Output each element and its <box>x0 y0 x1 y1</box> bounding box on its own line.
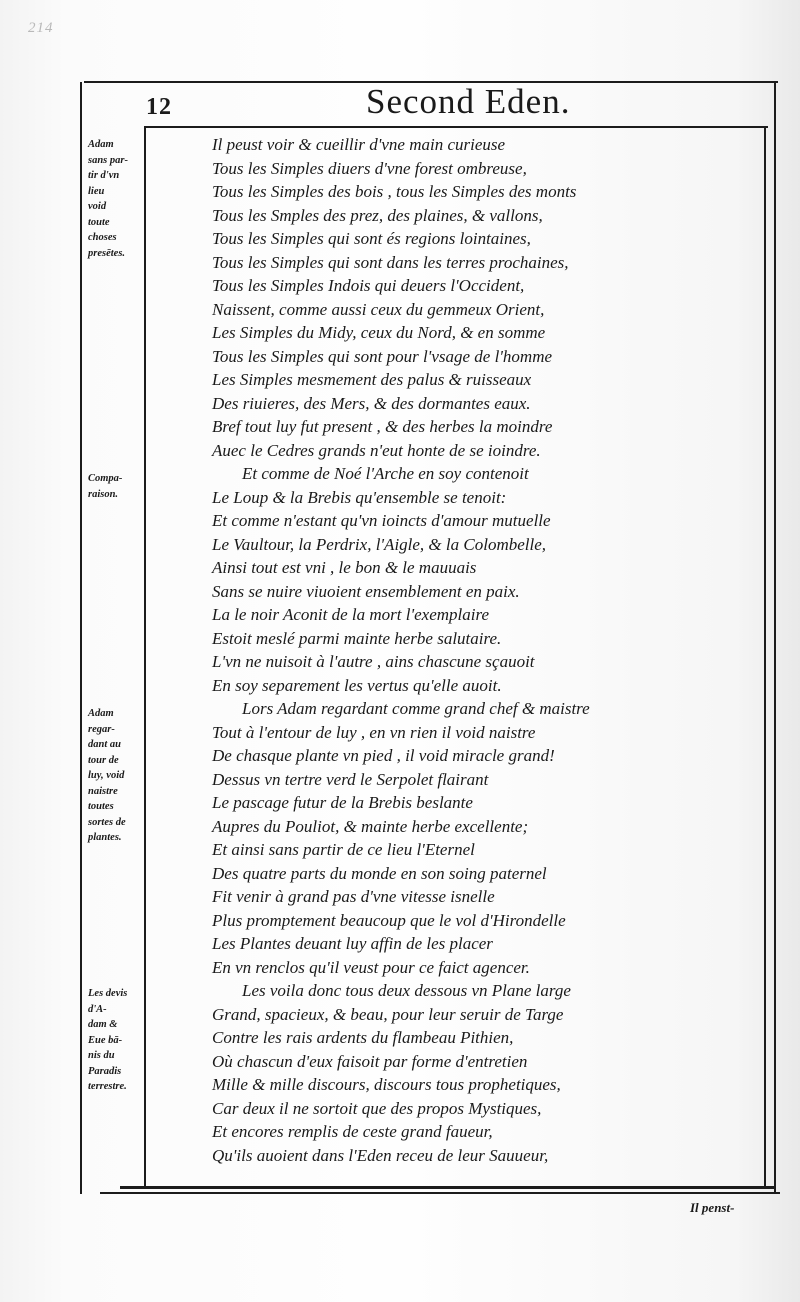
verse-line: Aupres du Pouliot, & mainte herbe excellente; <box>212 816 529 836</box>
verse-line: Les voila donc tous deux dessous vn Plane large <box>242 981 571 1000</box>
marginal-note-line: Les devis <box>88 988 128 999</box>
verse-line: Tous les Simples qui sont pour l'vsage de l'homme <box>212 346 553 366</box>
page-number: 12 <box>146 94 172 120</box>
marginal-note-line: luy, void <box>88 770 125 781</box>
verse-line: La le noir Aconit de la mort l'exemplaire <box>212 605 490 624</box>
verse-line: Tous les Smples des prez, des plaines, & vallons, <box>212 205 543 225</box>
verse-line: En vn renclos qu'il veust pour ce faict agencer. <box>212 957 530 977</box>
marginal-note-line: Eue bā- <box>88 1034 123 1046</box>
verse-line: Tous les Simples qui sont dans les terres prochaines, <box>212 252 569 272</box>
marginal-note-line: tir d'vn <box>88 170 120 181</box>
verse-line: Tous les Simples qui sont és regions lointaines, <box>212 229 531 248</box>
verse-line: Les Simples du Midy, ceux du Nord, & en somme <box>212 323 546 342</box>
verse-line: Sans se nuire viuoient ensemblement en paix. <box>212 581 520 601</box>
verse-line: Et comme n'estant qu'vn ioincts d'amour mutuelle <box>212 511 551 530</box>
marginal-note-line: dant au <box>88 739 121 750</box>
verse-line: Les Plantes deuant luy affin de les placer <box>212 934 493 953</box>
marginal-note-line: presētes. <box>88 247 126 259</box>
marginal-note-line: Paradis <box>88 1065 122 1077</box>
marginal-note-line: dam & <box>88 1019 118 1030</box>
marginal-note-line: sortes de <box>88 816 126 828</box>
verse-line: Des quatre parts du monde en son soing paternel <box>212 863 547 883</box>
catchword: Il penst- <box>690 1200 735 1215</box>
marginal-note-line: void <box>88 201 107 212</box>
verse-line: Qu'ils auoient dans l'Eden receu de leur Sauueur, <box>212 1145 549 1165</box>
marginal-note-line: choses <box>88 232 117 243</box>
verse-line: Et encores remplis de ceste grand faueur, <box>212 1122 493 1141</box>
marginal-note-line: nis du <box>88 1050 115 1061</box>
verse-line: Dessus vn tertre verd le Serpolet flairant <box>212 769 489 789</box>
verse-line: Tous les Simples des bois , tous les Simples des monts <box>212 182 577 201</box>
right-outer-rule <box>774 82 776 1192</box>
verse-line: Car deux il ne sortoit que des propos Mystiques, <box>212 1098 542 1118</box>
verse-line: Tout à l'entour de luy , en vn rien il void naistre <box>212 722 536 742</box>
verse-line: Lors Adam regardant comme grand chef & maistre <box>242 699 590 718</box>
bottom-outer-rule <box>100 1192 780 1194</box>
verse-line: Tous les Simples diuers d'vne forest ombreuse, <box>212 158 527 178</box>
verse-line: Tous les Simples Indois qui deuers l'Occident, <box>212 276 525 295</box>
marginal-note-line: Adam <box>88 708 114 719</box>
marginal-note-line: raison. <box>88 488 119 500</box>
marginal-note <box>88 137 142 261</box>
marginal-note-line: naistre <box>88 785 118 797</box>
verse-line: Ainsi tout est vni , le bon & le mauuais <box>212 558 477 577</box>
marginal-note-line: Compa- <box>88 473 123 484</box>
marginal-note <box>88 471 142 502</box>
verse-line: Estoit meslé parmi mainte herbe salutaire. <box>212 628 502 648</box>
marginal-note-line: Adam <box>88 139 114 150</box>
header-rule <box>144 126 768 128</box>
marginal-note-line: plantes. <box>88 832 122 843</box>
verse-line: Mille & mille discours, discours tous prophetiques, <box>212 1075 561 1094</box>
verse-line: Où chascun d'eux faisoit par forme d'entretien <box>212 1051 528 1071</box>
verse-line: Et comme de Noé l'Arche en soy contenoit <box>242 464 529 483</box>
verse-line: Naissent, comme aussi ceux du gemmeux Orient, <box>212 299 545 319</box>
verse-line: Grand, spacieux, & beau, pour leur seruir de Targe <box>212 1004 564 1024</box>
verse-line: Il peust voir & cueillir d'vne main curieuse <box>212 135 506 154</box>
folio-mark: 214 <box>28 20 54 36</box>
verse-line: De chasque plante vn pied , il void miracle grand! <box>212 746 555 765</box>
verse-line: En soy separement les vertus qu'elle auoit. <box>212 675 502 695</box>
verse-line: Le Loup & la Brebis qu'ensemble se tenoit: <box>212 487 507 507</box>
marginal-note <box>88 706 142 846</box>
marginal-note-line: toutes <box>88 801 114 812</box>
marginal-note <box>88 986 142 1095</box>
verse-line: Fit venir à grand pas d'vne vitesse isnelle <box>212 887 495 906</box>
verse-line: Le pascage futur de la Brebis beslante <box>212 793 473 812</box>
verse-line: Bref tout luy fut present , & des herbes la moindre <box>212 417 553 436</box>
left-outer-rule <box>80 82 82 1194</box>
marginal-note-line: regar- <box>88 723 115 735</box>
verse-line: Et ainsi sans partir de ce lieu l'Eternel <box>212 840 475 859</box>
verse-line: L'vn ne nuisoit à l'autre , ains chascune sçauoit <box>212 652 535 671</box>
poem-text <box>212 133 760 1167</box>
marginal-note-line: lieu <box>88 185 105 197</box>
marginal-note-line: tour de <box>88 754 119 766</box>
marginal-note-line: sans par- <box>88 154 128 166</box>
verse-line: Auec le Cedres grands n'eut honte de se ioindre. <box>212 440 541 460</box>
bottom-rule <box>120 1186 776 1189</box>
right-inner-rule <box>764 126 766 1188</box>
running-title: Second Eden. <box>366 82 571 121</box>
marginal-note-line: d'A- <box>88 1003 107 1015</box>
verse-line: Le Vaultour, la Perdrix, l'Aigle, & la Colombelle, <box>212 534 547 554</box>
left-inner-rule <box>144 126 146 1188</box>
marginal-note-line: terrestre. <box>88 1081 127 1092</box>
verse-line: Contre les rais ardents du flambeau Pithien, <box>212 1028 514 1047</box>
marginal-note-line: toute <box>88 216 110 228</box>
verse-line: Plus promptement beaucoup que le vol d'Hirondelle <box>212 910 566 930</box>
verse-line: Des riuieres, des Mers, & des dormantes eaux. <box>212 393 531 413</box>
verse-line: Les Simples mesmement des palus & ruisseaux <box>212 370 532 389</box>
